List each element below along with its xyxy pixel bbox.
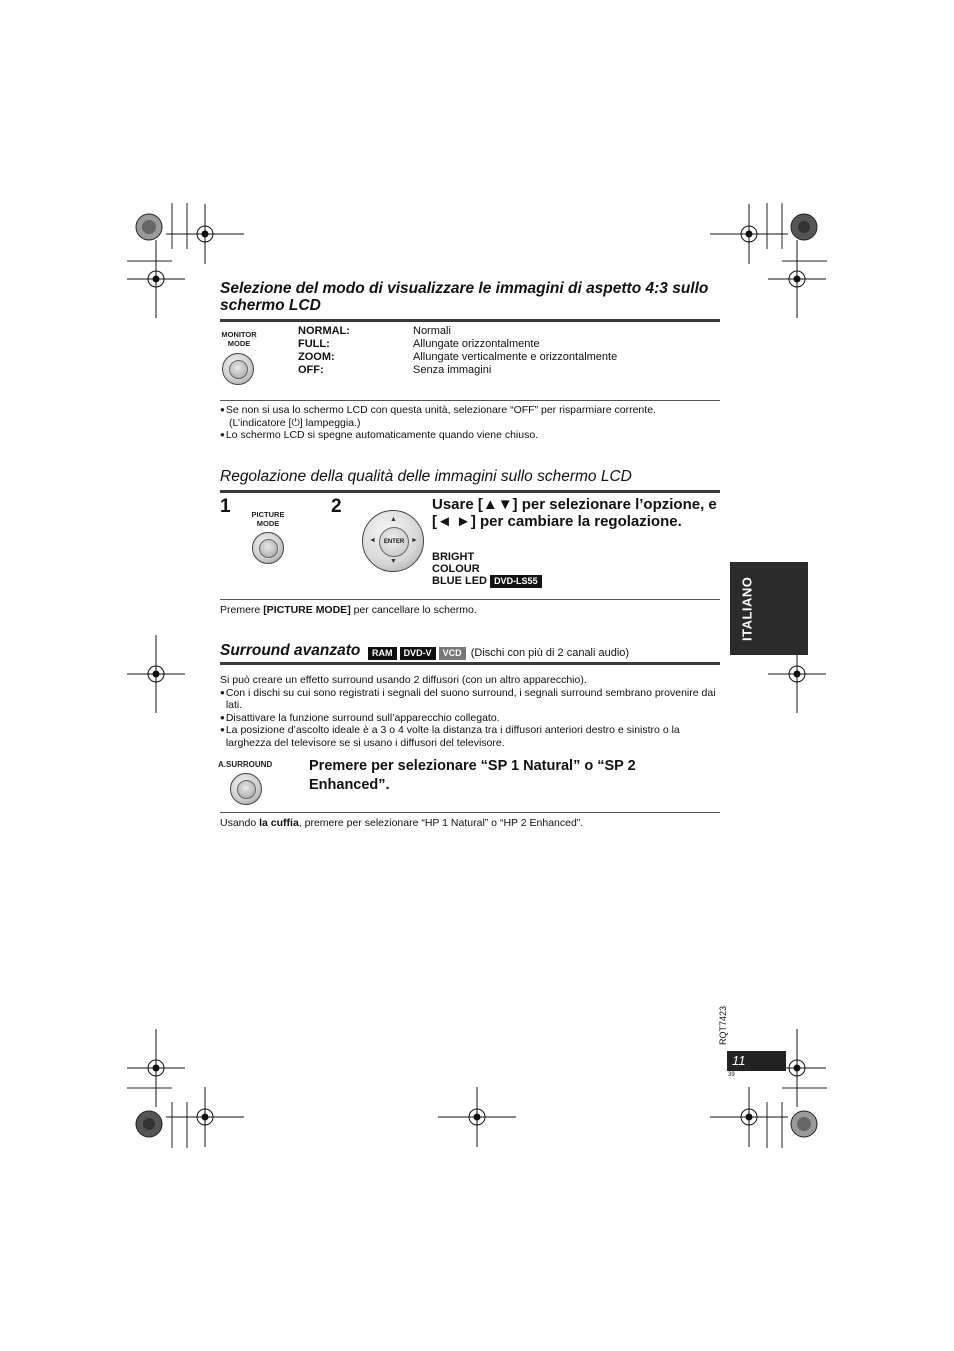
doc-code: RQT7423 — [718, 1005, 728, 1045]
disc-badges — [368, 647, 629, 660]
section1-rule — [220, 319, 720, 322]
section1-title: Selezione del modo di visualizzare le immagini di aspetto 4:3 sullo schermo LCD — [220, 280, 709, 314]
step-1-number: 1 — [220, 496, 231, 517]
enter-button[interactable]: ENTER — [379, 527, 409, 557]
step-2-number: 2 — [331, 496, 342, 517]
mode-row: ZOOM: Allungate verticalmente e orizzontalmente — [298, 351, 618, 363]
arrow-right-icon[interactable]: ► — [411, 537, 418, 544]
section3-footer: Usando la cuffia, premere per selezionare “HP 1 Natural” o “HP 2 Enhanced”. — [220, 817, 584, 829]
note-1: Se non si usa lo schermo LCD con questa unità, selezionare “OFF” per risparmiare corrente. — [225, 404, 656, 416]
arrow-left-icon[interactable]: ◄ — [369, 537, 376, 544]
sheet-number: 39 — [728, 1072, 735, 1078]
badge-note: (Dischi con più di 2 canali audio) — [470, 647, 630, 659]
surround-instruction: Premere per selezionare “SP 1 Natural” o “SP 2 Enhanced”. — [309, 758, 636, 793]
step-2-instruction: Usare [▲▼] per selezionare l’opzione, e [◄ ►] per cambiare la regolazione. — [432, 496, 717, 530]
option-colour: COLOUR — [432, 562, 480, 575]
picture-mode-button[interactable] — [252, 532, 284, 564]
mode-row: FULL: Allungate orizzontalmente — [298, 338, 540, 350]
section2-rule — [220, 490, 720, 493]
power-icon: ⏻ — [291, 416, 300, 429]
section3-title: Surround avanzato — [220, 642, 361, 659]
section3-body: Si può creare un effetto surround usando 2 diffusori (con un altro apparecchio). ● Con i dischi su cui sono registrati i segnali del suono surround, i segnali surround sembrano provenire dai lati. ● Disattivare la funzione surround sull’apparecchio collegato. ● La posizione d’ascolto ideale è a 3 o 4 volte la distanza tra i diffusori anteriori destro e sinistro o la larghezza del televisore se si usano i diffusori del televisore. — [220, 674, 720, 749]
section1-divider — [220, 400, 720, 401]
section3-rule — [220, 662, 720, 665]
picture-mode-label: PICTURE MODE — [251, 510, 285, 528]
monitor-mode-button[interactable] — [222, 353, 254, 385]
monitor-mode-label: MONITOR MODE — [221, 330, 257, 348]
a-surround-button[interactable] — [230, 773, 262, 805]
section2-footer: Premere [PICTURE MODE] per cancellare lo schermo. — [220, 604, 477, 616]
badge-vcd: VCD — [439, 647, 466, 660]
mode-row: OFF: Senza immagini — [298, 364, 492, 376]
mode-list — [298, 325, 617, 377]
language-label: ITALIANO — [739, 576, 755, 641]
badge-dvd-v: DVD-V — [400, 647, 436, 660]
note-2: Lo schermo LCD si spegne automaticamente quando viene chiuso. — [225, 429, 539, 441]
enter-dpad[interactable] — [362, 510, 424, 572]
surround-bullet-2: Disattivare la funzione surround sull’apparecchio collegato. — [225, 711, 500, 724]
surround-bullet-3: La posizione d’ascolto ideale è a 3 o 4 volte la distanza tra i diffusori anteriori destro e sinistro o la larghezza del televisore se si usano i diffusori del televisore. — [225, 724, 680, 749]
section2-title: Regolazione della qualità delle immagini sullo schermo LCD — [220, 468, 632, 485]
model-badge: DVD-LS55 — [490, 575, 542, 588]
option-bright: BRIGHT — [432, 551, 475, 563]
surround-intro: Si può creare un effetto surround usando 2 diffusori (con un altro apparecchio). — [220, 674, 587, 686]
mode-row: NORMAL: Normali — [298, 325, 451, 337]
picture-options — [432, 552, 542, 588]
option-blue-led: BLUE LED DVD-LS55 — [432, 575, 542, 588]
surround-bullet-1: Con i dischi su cui sono registrati i segnali del suono surround, i segnali surround sembrano provenire dai lati. — [225, 686, 716, 711]
section3-divider — [220, 812, 720, 813]
arrow-up-icon[interactable]: ▲ — [390, 516, 397, 523]
page-number: 11 — [727, 1051, 786, 1071]
section2-divider — [220, 599, 720, 600]
arrow-down-icon[interactable]: ▼ — [390, 558, 397, 565]
badge-ram: RAM — [368, 647, 397, 660]
section1-notes: ●Se non si usa lo schermo LCD con questa unità, selezionare “OFF” per risparmiare corrente. (L’indicatore [⏻] lampeggia.) ●Lo schermo LCD si spegne automaticamente quando viene chiuso. — [220, 404, 656, 441]
a-surround-label: A.SURROUND — [218, 760, 273, 769]
